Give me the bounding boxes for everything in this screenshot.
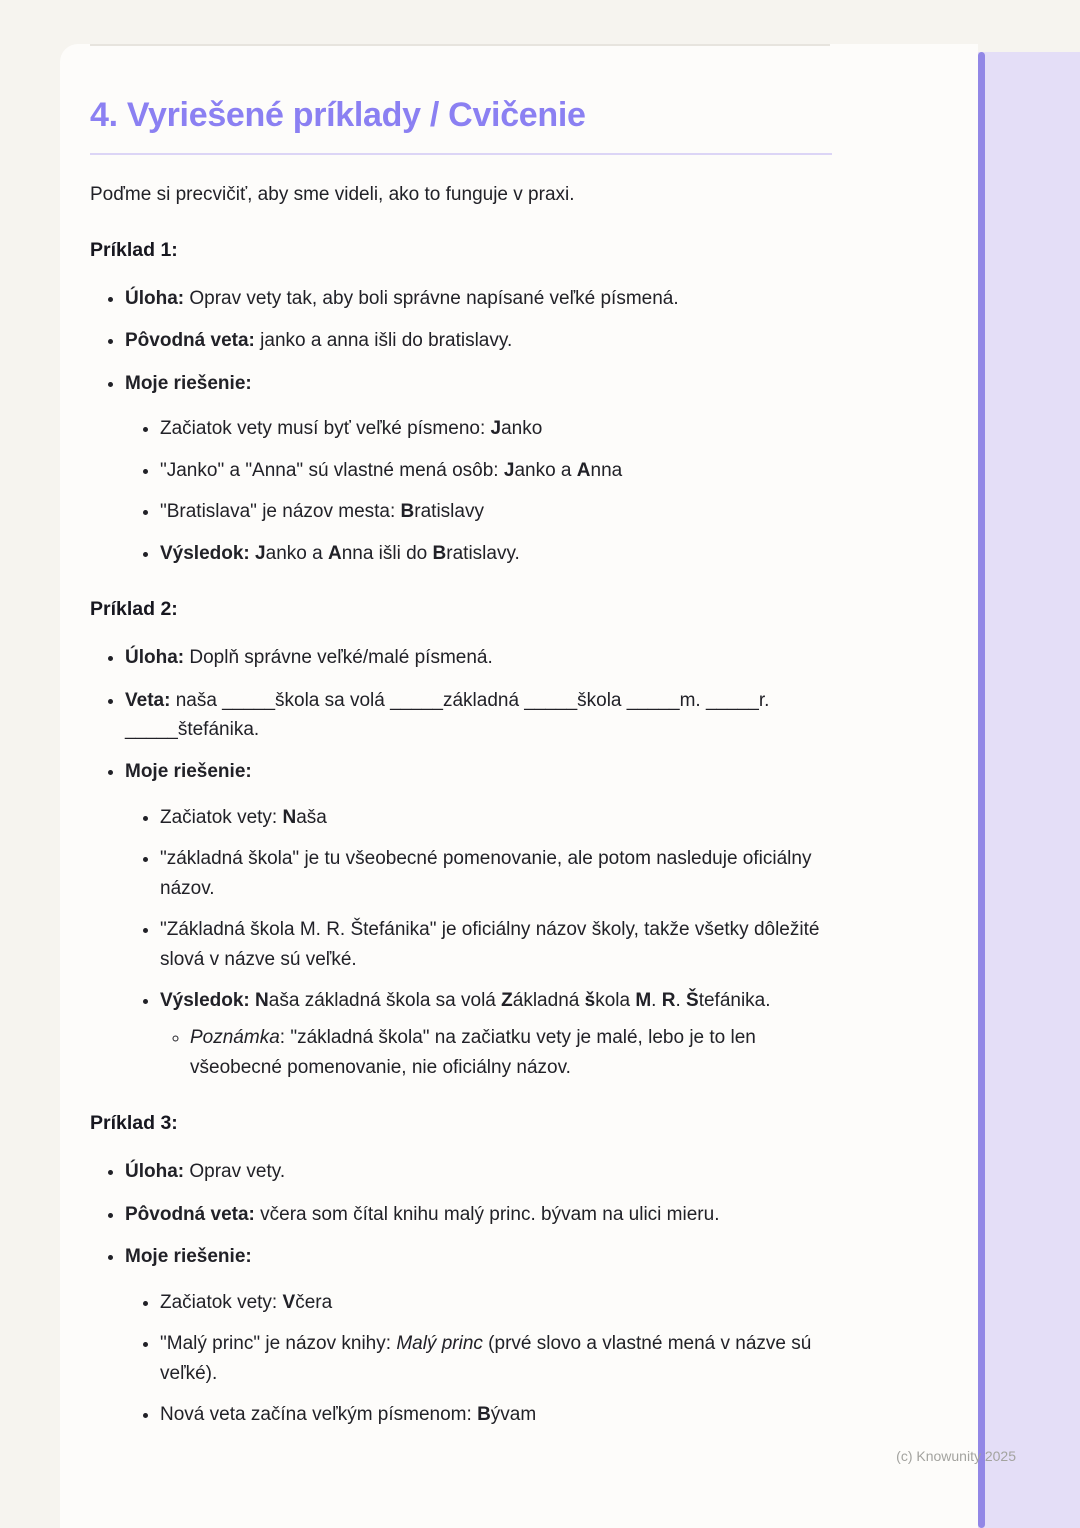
text-run: Moje riešenie:: [125, 372, 252, 394]
text-run: čera: [295, 1291, 333, 1313]
text-run: nna: [590, 459, 623, 481]
text-run: J: [503, 459, 515, 481]
text-run: Úloha:: [125, 1161, 185, 1183]
text-run: "Bratislava" je názov mesta:: [160, 501, 401, 523]
list-item: [125, 1157, 832, 1186]
copyright-text: (c) Knowunity 2025: [896, 1448, 1016, 1464]
page-title: 4. Vyriešené príklady / Cvičenie: [90, 96, 586, 134]
intro-text: Poďme si precvičiť, aby sme videli, ako to funguje v praxi.: [90, 183, 575, 205]
text-run: Výsledok:: [160, 990, 256, 1011]
bullet-list-level-2: [125, 803, 832, 1083]
bullet-list-level-3: [160, 1023, 832, 1082]
text-run: naša _____škola sa volá _____základná _____škola _____m. _____r. _____štefánika.: [125, 689, 770, 740]
list-item: [160, 497, 832, 526]
text-run: janko a anna išli do bratislavy.: [254, 330, 513, 352]
text-run: .: [651, 990, 662, 1011]
text-run: aša: [296, 806, 327, 828]
document-card: [60, 44, 978, 1528]
text-run: Poznámka: [190, 1027, 280, 1049]
text-run: N: [255, 990, 269, 1011]
text-run: B: [400, 501, 415, 523]
list-item: [125, 1242, 832, 1429]
list-item: [125, 1200, 832, 1229]
list-item: [125, 369, 832, 568]
title-underline: [90, 153, 832, 155]
examples-container: [90, 239, 832, 1429]
example-heading: Príklad 3:: [90, 1112, 178, 1135]
text-run: "Janko" a "Anna" sú vlastné mená osôb:: [160, 459, 504, 481]
example-heading: Príklad 2:: [90, 598, 178, 621]
scrollbar-thumb[interactable]: [978, 52, 985, 1528]
text-run: tefánika.: [698, 990, 771, 1011]
text-run: V: [282, 1291, 296, 1313]
text-run: nna išli do: [341, 542, 433, 564]
text-run: Začiatok vety:: [160, 1291, 283, 1313]
text-run: R: [661, 990, 676, 1011]
bullet-list-level-1: [90, 1157, 832, 1429]
list-item: [160, 915, 832, 974]
text-run: ratislavy.: [446, 542, 520, 564]
list-item: [125, 757, 832, 1082]
list-item: [190, 1023, 832, 1082]
text-run: J: [255, 542, 266, 564]
text-run: ratislavy: [414, 501, 484, 523]
text-run: A: [327, 542, 342, 564]
text-run: .: [675, 990, 687, 1011]
list-item: [160, 1400, 832, 1429]
text-run: "Základná škola M. R. Štefánika" je oficiálny názov školy, takže všetky dôležité slová v názve sú veľké.: [160, 919, 820, 970]
text-run: kola: [595, 990, 636, 1011]
text-run: ákladná: [512, 990, 585, 1011]
bullet-list-level-1: [90, 284, 832, 568]
list-item: [160, 986, 832, 1082]
text-run: N: [282, 806, 297, 828]
list-item: [125, 643, 832, 672]
text-run: Z: [501, 990, 513, 1011]
text-run: Doplň správne veľké/malé písmená.: [184, 647, 493, 669]
text-run: Veta:: [125, 689, 171, 711]
text-run: Výsledok:: [160, 542, 256, 564]
text-run: anko: [501, 418, 543, 440]
text-run: anko a: [514, 459, 577, 481]
text-run: Š: [686, 990, 699, 1011]
top-divider: [90, 44, 830, 46]
list-item: [160, 803, 832, 832]
text-run: Oprav vety.: [184, 1161, 286, 1183]
text-run: včera som čítal knihu malý princ. bývam na ulici mieru.: [254, 1203, 720, 1225]
bullet-list-level-1: [90, 643, 832, 1082]
text-run: Moje riešenie:: [125, 1246, 252, 1268]
text-run: "základná škola" je tu všeobecné pomenovanie, ale potom nasleduje oficiálny názov.: [160, 848, 812, 899]
text-run: A: [576, 459, 591, 481]
text-run: Začiatok vety musí byť veľké písmeno:: [160, 418, 491, 440]
document-content: [60, 44, 978, 1502]
text-run: Oprav vety tak, aby boli správne napísané veľké písmená.: [184, 288, 679, 309]
scrollbar-track[interactable]: [978, 52, 1080, 1528]
text-run: J: [490, 418, 502, 440]
list-item: [160, 456, 832, 485]
text-run: Úloha:: [125, 288, 185, 309]
list-item: [160, 1329, 832, 1388]
text-run: M: [635, 990, 652, 1011]
text-run: : "základná škola" na začiatku vety je malé, lebo je to len všeobecné pomenovanie, nie oficiálny názov.: [190, 1027, 756, 1078]
text-run: anko a: [265, 542, 328, 564]
text-run: Malý princ: [396, 1333, 483, 1355]
bullet-list-level-2: [125, 1288, 832, 1430]
text-run: Moje riešenie:: [125, 761, 252, 783]
list-item: [160, 414, 832, 443]
list-item: [125, 284, 832, 313]
list-item: [160, 539, 832, 568]
text-run: Pôvodná veta:: [125, 330, 255, 352]
text-run: š: [584, 990, 596, 1011]
text-run: Úloha:: [125, 647, 185, 669]
text-run: Pôvodná veta:: [125, 1203, 255, 1225]
example-heading: Príklad 1:: [90, 239, 178, 261]
text-run: "Malý princ" je názov knihy:: [160, 1333, 397, 1355]
text-run: aša základná škola sa volá: [268, 990, 502, 1011]
list-item: [160, 844, 832, 903]
text-run: B: [432, 542, 447, 564]
bullet-list-level-2: [125, 414, 832, 568]
text-run: ývam: [490, 1403, 537, 1425]
text-run: (prvé slovo a vlastné mená v názve sú veľké).: [160, 1333, 812, 1384]
list-item: [160, 1288, 832, 1317]
text-run: B: [477, 1403, 491, 1425]
list-item: [125, 326, 832, 355]
text-run: Začiatok vety:: [160, 806, 283, 828]
text-run: Nová veta začína veľkým písmenom:: [160, 1403, 478, 1425]
list-item: [125, 686, 832, 745]
